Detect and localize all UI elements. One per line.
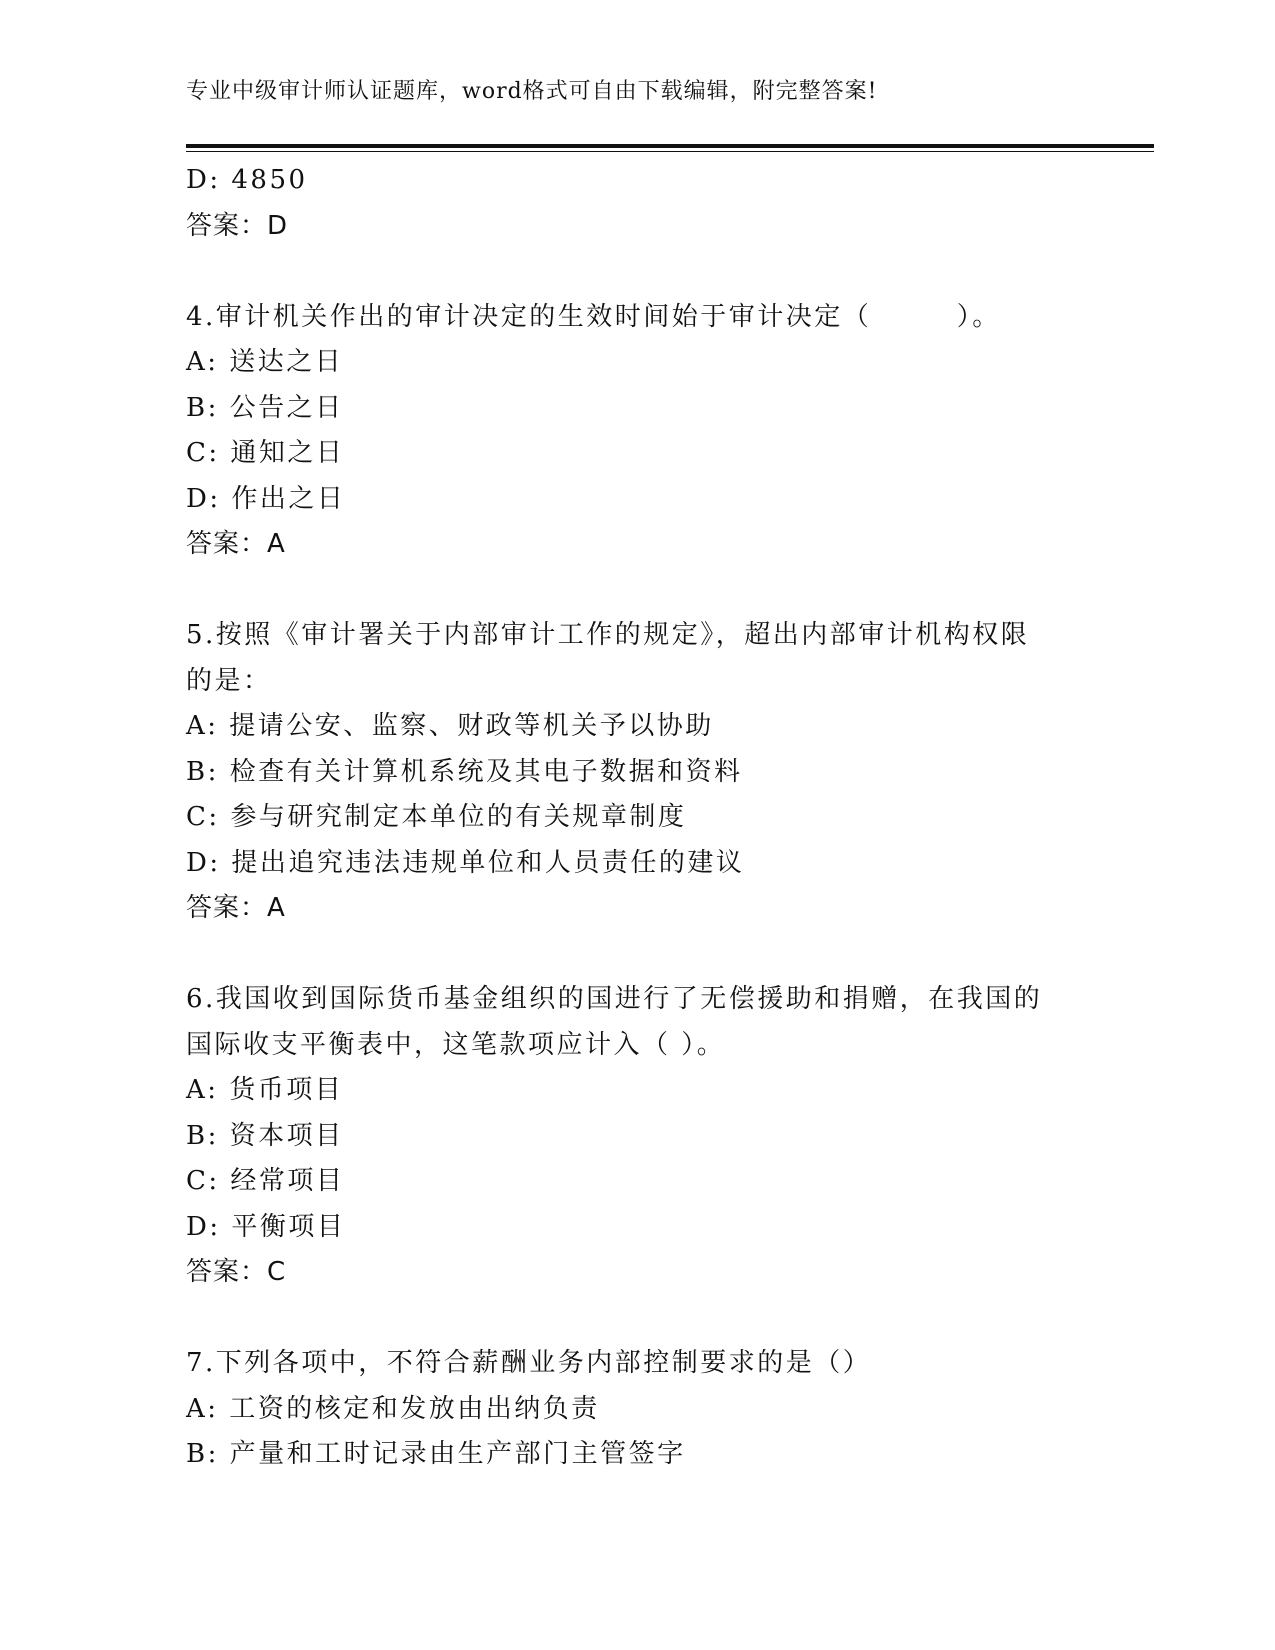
option-b: B: 检查有关计算机系统及其电子数据和资料 [186, 756, 743, 787]
option-d: D: 提出追究违法违规单位和人员责任的建议 [186, 847, 745, 878]
spacer [186, 568, 1086, 614]
question-stem: 5.按照《审计署关于内部审计工作的规定》，超出内部审计机构权限 [186, 620, 1030, 650]
spacer [186, 1296, 1086, 1342]
option-b: B: 资本项目 [186, 1120, 344, 1151]
question-stem-continued: 国际收支平衡表中，这笔款项应计入（ ）。 [186, 1029, 726, 1060]
question-stem: 7.下列各项中，不符合薪酬业务内部控制要求的是（） [186, 1348, 872, 1378]
question-stem: 4.审计机关作出的审计决定的生效时间始于审计决定（ ）。 [186, 301, 1001, 332]
option-a: A: 提请公安、监察、财政等机关予以协助 [186, 711, 714, 741]
document-body [186, 158, 1086, 1478]
spacer [186, 932, 1086, 978]
option-c: C: 参与研究制定本单位的有关规章制度 [186, 802, 687, 832]
question-6 [186, 977, 1086, 1296]
option-c: C: 通知之日 [186, 438, 345, 468]
option-d: D: 平衡项目 [186, 1211, 346, 1242]
option-b: B: 公告之日 [186, 392, 344, 423]
question-5 [186, 613, 1086, 932]
answer: 答案：C [186, 1257, 287, 1287]
question-7 [186, 1341, 1086, 1478]
question-4 [186, 295, 1086, 568]
answer: 答案：A [186, 529, 286, 559]
answer: 答案：A [186, 893, 286, 923]
option-d: D: 作出之日 [186, 483, 346, 514]
option-b: B: 产量和工时记录由生产部门主管签字 [186, 1439, 686, 1469]
option-a: A: 送达之日 [186, 347, 344, 377]
answer: 答案：D [186, 210, 289, 241]
option-a: A: 工资的核定和发放由出纳负责 [186, 1393, 600, 1424]
spacer [186, 249, 1086, 295]
page-header: 专业中级审计师认证题库，word格式可自由下载编辑，附完整答案! [186, 79, 878, 104]
option-a: A: 货币项目 [186, 1075, 344, 1105]
option-d: D: 4850 [186, 165, 308, 195]
header-divider-thick [186, 144, 1154, 148]
option-c: C: 经常项目 [186, 1166, 345, 1196]
question-stem-continued: 的是： [186, 665, 272, 696]
question-stem: 6.我国收到国际货币基金组织的国进行了无偿援助和捐赠，在我国的 [186, 984, 1043, 1014]
header-divider-thin [186, 151, 1154, 152]
